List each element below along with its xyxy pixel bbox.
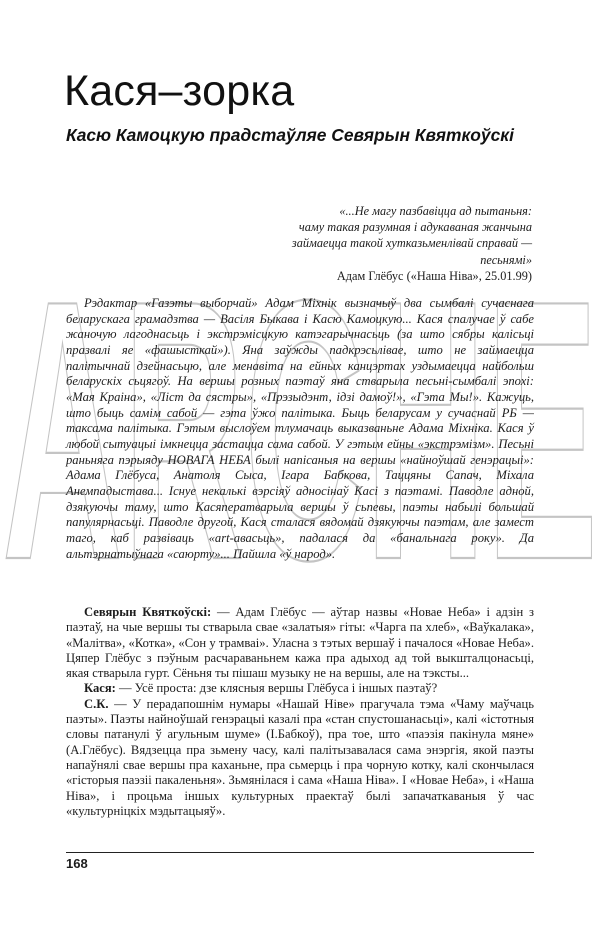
epigraph (232, 203, 532, 284)
footer-rule (66, 852, 534, 853)
interview-paragraph (66, 605, 534, 681)
article-subtitle: Касю Камоцкую прадстаўляе Севярын Квяткоўскі (66, 125, 514, 145)
speech-text: — Адам Глёбус — аўтар назвы «Новае Неба» і адзін з паэтаў, на чые вершы ты стварыла свае «залатыя» гіты: «Чарга па хлеб», «Ваўкалака», «Малітва», «Котка», «Сон у трамваі». Уласна з тэтых вершаў і пачалося «Новае Неба». Цяпер Глёбус з пэўным расчараваньнем кажа пра адыход ад той выкшталцонасьці, якая стварыла гурт. Сёньня ты пішаш музыку не на вершы, але на тэксты... (66, 605, 534, 681)
intro-paragraph: Рэдактар «Газэты выборчай» Адам Міхнік вызначыў два сымбалі сучаснага беларускага грамадзтва — Васіля Быкава і Касю Камоцкую... Кася спалучае ў сабе жаночую лагоднасьць і экстрэмісцкую катэгарычнасьць (за што сябры калісьці празвалі яе «фашысткай»). Яна заўжды падкрэсьлівае, што не займаецца палітычнай дзейнасьцю, але менавіта на ейных канцэртах уздымаецца найбольш беларускіх сьцягоў. На вершы розных паэтаў яна стварыла песьні-сымбалі эпохі: «Мая Краіна», «Ліст да сястры», «Прэзыдэнт, ідзі дамоў!», «Гэта Мы!». Кажуць, што быць самім сабой — гэта ўжо палітыка. Быць беларусам у сучаснай РБ — таксама палітыка. Гэтым выслоўем тлумачаць выказваньне Адама Міхніка. Кася ў любой сытуацыі імкнецца застацца сама сабой. У гэтым ейны «экстрэмізм». Песьні раньняга пэрыяду НОВАГА НЕБА былі напісаныя на вершы «найноўшай генэрацыі»: Адама Глёбуса, Анатоля Сыса, Ігара Бабкова, Таццяны Сапач, Міхала Анемпадыстава... Існуе некалькі вэрсіяў адносінаў Касі з паэтамі. Паводле адной, дзякуючы таму, што Касяператварыла вершы ў сьпевы, паэты набылі большай папулярнасьці. Паводле другой, Кася сталася вядомай дзякуючы паэтам, але замест таго, каб развіваць «art-авасьць», падалася да «банальнага року». Да альтэрнатыўнага «саюрту»... Пайшла «ў народ». (66, 296, 534, 561)
speaker-name: Севярын Квяткоўскі: (84, 605, 212, 619)
speech-text: — Усё проста: дзе клясныя вершы Глёбуса і іншых паэтаў? (115, 681, 438, 696)
page-number: 168 (66, 856, 88, 871)
epigraph-line: займаецца такой хутказьменлівай справай — (291, 236, 532, 251)
speaker-name: Кася: (84, 681, 116, 696)
interview-paragraph (66, 697, 534, 819)
interview-body (66, 605, 534, 819)
article-title: Кася–зорка (64, 67, 295, 115)
epigraph-line: чаму такая разумная і адукаваная жанчына (298, 220, 532, 235)
epigraph-line: песьнямі» (480, 252, 532, 267)
watermark-text: ARCHE (2, 240, 598, 570)
speech-text: — У перадапошнім нумары «Нашай Ніве» прагучала тэма «Чаму маўчаць паэты». Паэты найноўшай генэрацыі казалі пра «стан спустошанасьці», калі «істотныя словы патанулі ў агульным шуме» (І.Бабкоў), пра тое, што «паэзія пакінула мяне» (А.Глёбус). Вядзецца пра зьмену часу, калі палітызавалася сама энэргія, якой паэты напаўнялі свае вершы пра каханьне, пра сьмерць і пра чорную котку, калі скончылася «гісторыя паэзіі пакаленьня». Зьмянілася і сама «Наша Ніва». І «Новае Неба», і «Наша Ніва», і процьма іншых культурных праектаў былі запачаткаваныя ў час «культурніцкіх мэдытацыяў». (66, 696, 534, 818)
speaker-name: С.К. (84, 696, 109, 711)
epigraph-source: Адам Глёбус («Наша Ніва», 25.01.99) (336, 268, 532, 283)
interview-paragraph (66, 681, 534, 696)
epigraph-line: «...Не магу пазбавіцца ад пытаньня: (339, 204, 532, 218)
